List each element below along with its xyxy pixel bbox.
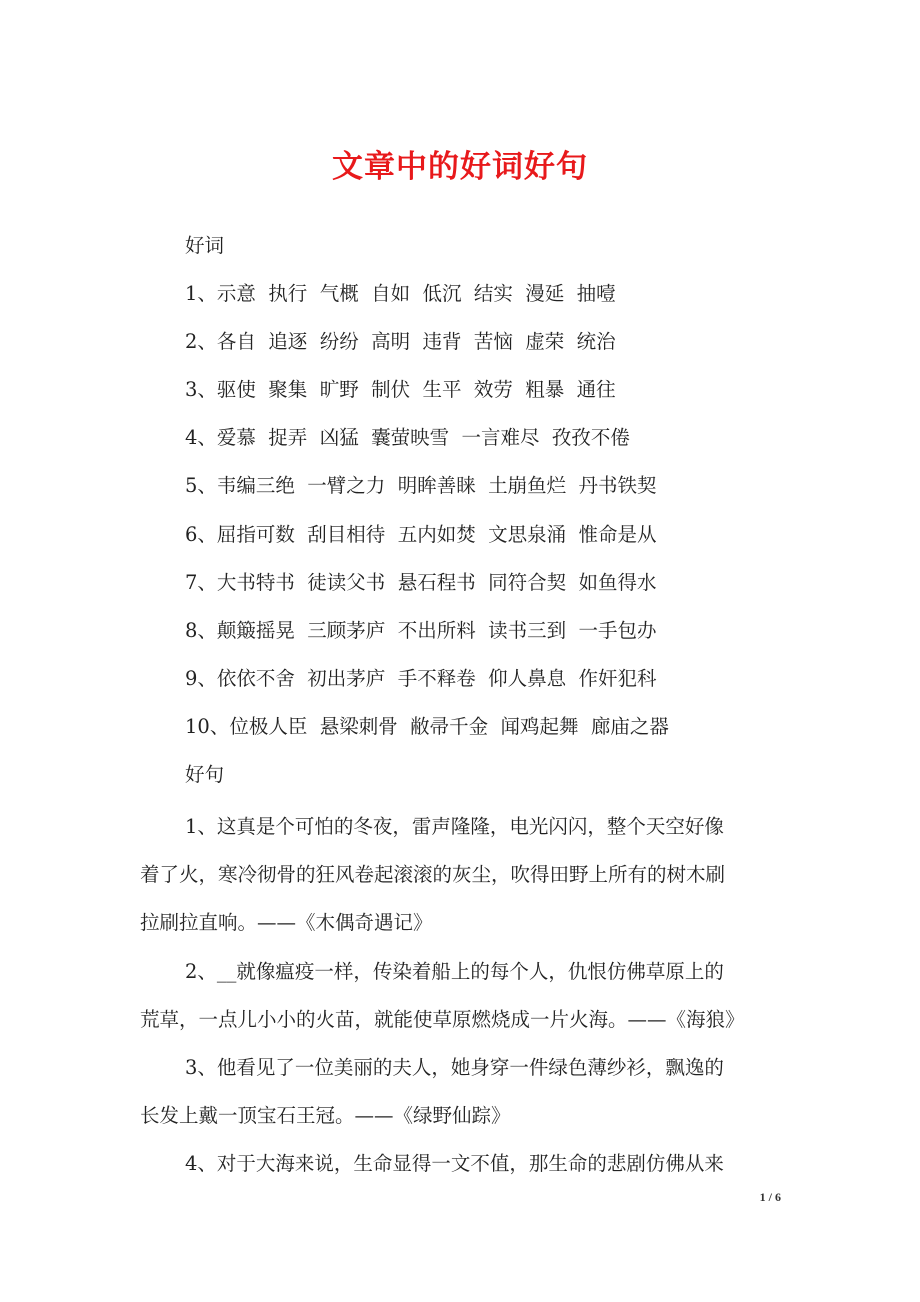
- word-line: 10、位极人臣 悬梁刺骨 敝帚千金 闻鸡起舞 廊庙之器: [185, 715, 669, 738]
- word-line: 6、屈指可数 刮目相待 五内如焚 文思泉涌 惟命是从: [185, 523, 657, 546]
- word-line: 9、依依不舍 初出茅庐 手不释卷 仰人鼻息 作奸犯科: [185, 667, 657, 690]
- sentence-paragraph: [140, 1044, 782, 1140]
- sentence-row: 拉刷拉直响。——《木偶奇遇记》: [140, 911, 433, 934]
- sentence-row: 荒草，一点儿小小的火苗，就能使草原燃烧成一片火海。——《海狼》: [140, 1008, 745, 1031]
- sentence-paragraph: [140, 1140, 782, 1188]
- sentence-paragraph: [140, 803, 782, 947]
- words-heading: 好词: [185, 234, 225, 257]
- sentence-row: 4、对于大海来说，生命显得一文不值，那生命的悲剧仿佛从来: [185, 1152, 724, 1175]
- sentence-row: 长发上戴一顶宝石王冠。——《绿野仙踪》: [140, 1104, 511, 1127]
- sentence-row: 1、这真是个可怕的冬夜，雷声隆隆，电光闪闪，整个天空好像: [185, 815, 724, 838]
- word-line: 1、示意 执行 气概 自如 低沉 结实 漫延 抽噎: [185, 282, 616, 305]
- sentence-row: 着了火，寒冷彻骨的狂风卷起滚滚的灰尘，吹得田野上所有的树木刷: [140, 863, 726, 886]
- page-title: 文章中的好词好句: [332, 149, 588, 185]
- page-number: 1 / 6: [759, 1190, 781, 1204]
- sentence-row: 3、他看见了一位美丽的夫人，她身穿一件绿色薄纱衫，飘逸的: [185, 1056, 724, 1079]
- sentence-paragraph: [140, 948, 782, 1044]
- word-line: 2、各自 追逐 纷纷 高明 违背 苦恼 虚荣 统治: [185, 330, 616, 353]
- word-line: 7、大书特书 徒读父书 悬石程书 同符合契 如鱼得水: [185, 571, 657, 594]
- word-line: 5、韦编三绝 一臂之力 明眸善睐 土崩鱼烂 丹书铁契: [185, 474, 657, 497]
- word-line: 4、爱慕 捉弄 凶猛 囊萤映雪 一言难尽 孜孜不倦: [185, 426, 630, 449]
- sentence-row: 2、__就像瘟疫一样，传染着船上的每个人，仇恨仿佛草原上的: [185, 960, 724, 983]
- word-line: 3、驱使 聚集 旷野 制伏 生平 效劳 粗暴 通往: [185, 378, 616, 401]
- word-line: 8、颠簸摇晃 三顾茅庐 不出所料 读书三到 一手包办: [185, 619, 657, 642]
- sentences-heading: 好句: [185, 763, 225, 786]
